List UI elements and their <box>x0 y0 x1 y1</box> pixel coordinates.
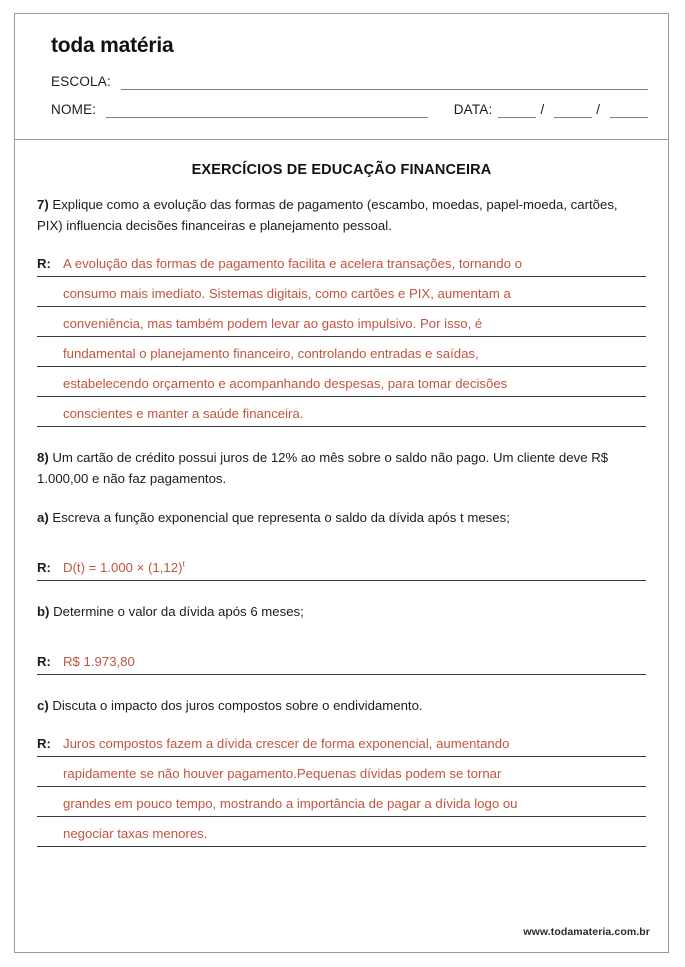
date-slash-2: / <box>596 102 600 117</box>
answer-gap <box>37 632 646 645</box>
answer-text: estabelecendo orçamento e acompanhando despesas, para tomar decisões <box>63 375 508 391</box>
data-label: DATA: <box>453 102 493 117</box>
answer-prefix: R: <box>37 735 51 751</box>
answer-text: R$ 1.973,80 <box>63 654 135 670</box>
answer-text: consumo mais imediato. Sistemas digitais, como cartões e PIX, aumentam a <box>63 285 511 301</box>
answer-prefix: R: <box>37 654 51 670</box>
question-7-number: 7) <box>37 197 49 212</box>
data-month-input[interactable] <box>554 106 592 118</box>
answer-text: conscientes e manter a saúde financeira. <box>63 405 304 421</box>
answer-line[interactable] <box>37 727 646 757</box>
answer-line[interactable] <box>37 645 646 675</box>
answer-gap <box>37 538 646 551</box>
answer-line[interactable] <box>37 817 646 847</box>
page-title: EXERCÍCIOS DE EDUCAÇÃO FINANCEIRA <box>191 162 492 178</box>
answer-line[interactable] <box>37 397 646 427</box>
section-spacer <box>37 427 646 447</box>
date-slash-1: / <box>540 102 545 117</box>
part-spacer <box>37 500 646 507</box>
question-8a <box>37 507 646 528</box>
data-year-input[interactable] <box>610 106 648 118</box>
question-8b-text: Determine o valor da dívida após 6 meses; <box>53 603 304 619</box>
question-8b <box>37 601 646 622</box>
answer-text: grandes em pouco tempo, mostrando a importância de pagar a dívida logo ou <box>63 795 518 811</box>
question-8c-letter: c) <box>37 698 49 714</box>
answer-text: A evolução das formas de pagamento facilita e acelera transações, tornando o <box>63 255 522 271</box>
footer-url[interactable]: www.todamateria.com.br <box>523 926 650 938</box>
answer-line[interactable] <box>37 787 646 817</box>
answer-8b <box>37 645 646 675</box>
answer-line[interactable] <box>37 367 646 397</box>
question-8 <box>37 447 646 490</box>
answer-text: fundamental o planejamento financeiro, controlando entradas e saídas, <box>63 345 479 361</box>
answer-line[interactable] <box>37 757 646 787</box>
nome-date-field-row <box>51 102 648 118</box>
answer-8c <box>37 727 646 847</box>
formula-exponent: t <box>182 559 185 569</box>
section-spacer <box>37 581 646 601</box>
answer-line[interactable] <box>37 247 646 277</box>
question-8-number: 8) <box>37 449 49 465</box>
answer-line[interactable] <box>37 307 646 337</box>
escola-field-row <box>51 74 648 90</box>
answer-prefix: R: <box>37 559 51 575</box>
answer-line[interactable] <box>37 551 646 581</box>
nome-input[interactable] <box>106 106 427 118</box>
worksheet-content <box>15 140 668 847</box>
brand-logo: toda matéria <box>51 34 174 57</box>
answer-line[interactable] <box>37 277 646 307</box>
formula-base: D(t) = 1.000 × (1,12) <box>63 559 183 575</box>
answer-text: Juros compostos fazem a dívida crescer de forma exponencial, aumentando <box>63 735 510 751</box>
worksheet-page <box>14 13 669 953</box>
question-7-text: Explique como a evolução das formas de pagamento (escambo, moedas, papel-moeda, cartões, PIX) influencia decisões financeiras e planejamento pessoal. <box>37 197 618 234</box>
question-8-text: Um cartão de crédito possui juros de 12% ao mês sobre o saldo não pago. Um cliente deve R$ 1.000,00 e não faz pagamentos. <box>37 449 609 487</box>
escola-input[interactable] <box>121 78 648 90</box>
escola-label: ESCOLA: <box>51 74 111 89</box>
answer-text: negociar taxas menores. <box>63 825 208 841</box>
answer-7 <box>37 247 646 427</box>
section-spacer <box>37 675 646 695</box>
data-day-input[interactable] <box>498 106 536 118</box>
answer-8a <box>37 551 646 581</box>
question-8a-letter: a) <box>37 509 49 525</box>
answer-prefix: R: <box>37 255 51 271</box>
worksheet-header <box>15 14 668 140</box>
question-8c <box>37 695 646 716</box>
question-8c-text: Discuta o impacto dos juros compostos sobre o endividamento. <box>52 698 423 714</box>
answer-text: conveniência, mas também podem levar ao gasto impulsivo. Por isso, é <box>63 315 483 331</box>
date-field-group <box>454 102 648 118</box>
answer-line[interactable] <box>37 337 646 367</box>
answer-formula <box>63 560 644 575</box>
question-8a-text: Escreva a função exponencial que representa o saldo da dívida após t meses; <box>52 509 510 525</box>
nome-label: NOME: <box>51 102 97 117</box>
question-8b-letter: b) <box>37 603 50 619</box>
answer-text: rapidamente se não houver pagamento.Pequenas dívidas podem se tornar <box>63 765 502 781</box>
question-7 <box>37 194 646 237</box>
